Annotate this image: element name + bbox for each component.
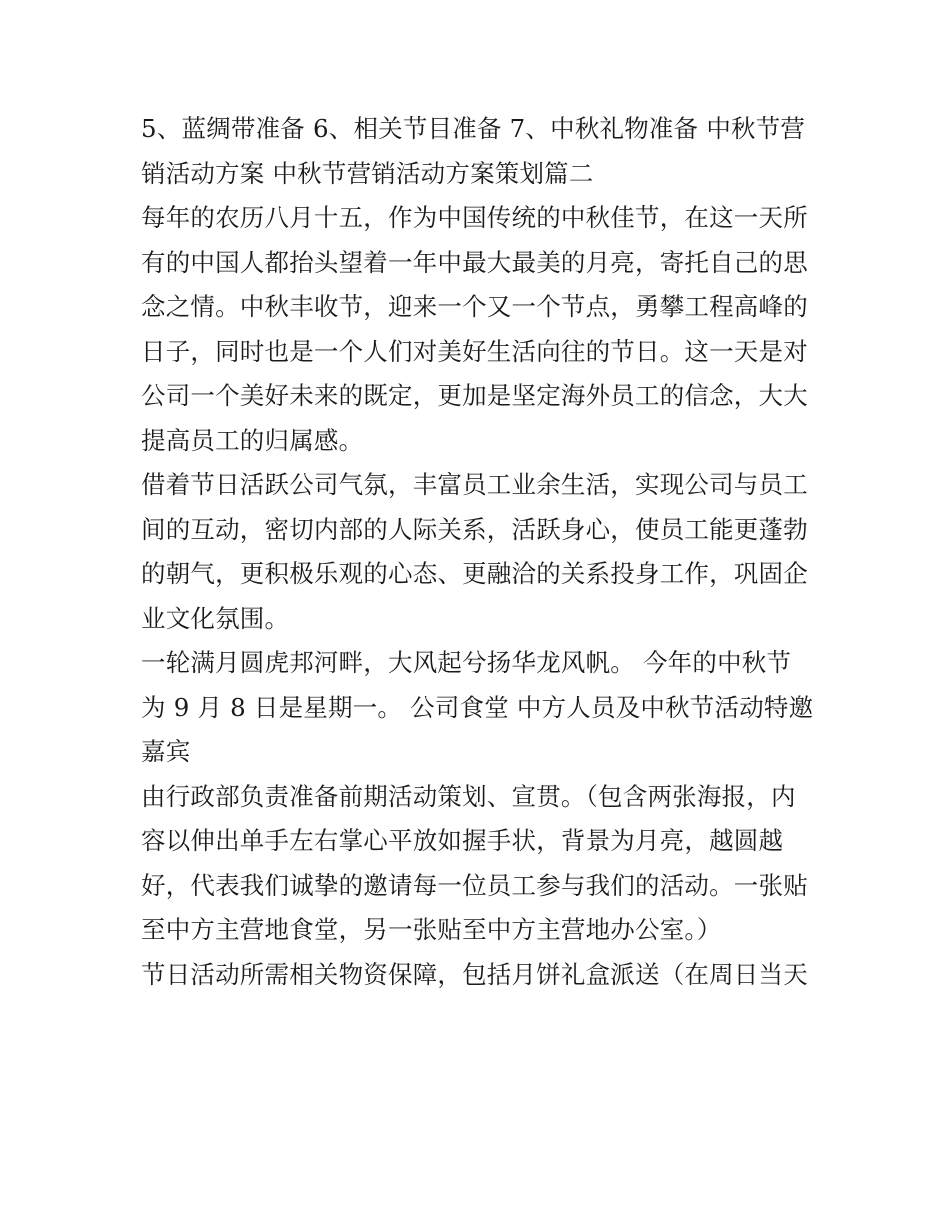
text-line: 借着节日活跃公司气氛，丰富员工业余生活，实现公司与员工 [141, 470, 808, 499]
text-line: 有的中国人都抬头望着一年中最大最美的月亮，寄托自己的思 [141, 247, 808, 277]
text-line: 嘉宾 [141, 737, 191, 766]
text-line: 的朝气，更积极乐观的心态、更融洽的关系投身工作，巩固企 [141, 559, 808, 588]
text-line: 间的互动，密切内部的人际关系，活跃身心，使员工能更蓬勃 [141, 514, 808, 544]
text-line: 念之情。中秋丰收节，迎来一个又一个节点，勇攀工程高峰的 [141, 292, 808, 321]
text-line: 好，代表我们诚挚的邀请每一位员工参与我们的活动。一张贴 [141, 870, 808, 900]
paragraph-purpose [141, 463, 811, 641]
text-line: 为 9 月 8 日是星期一。 公司食堂 中方人员及中秋节活动特邀 [141, 692, 814, 722]
paragraph-planning [141, 775, 811, 953]
text-line: 5、蓝绸带准备 6、相关节目准备 7、中秋礼物准备 中秋节营 [141, 114, 806, 143]
text-line: 公司一个美好未来的既定，更加是坚定海外员工的信念，大大 [141, 381, 808, 410]
text-line: 提高员工的归属感。 [141, 425, 364, 455]
text-line: 至中方主营地食堂，另一张贴至中方主营地办公室。） [141, 915, 722, 944]
paragraph-preparation-list [141, 107, 811, 196]
text-line: 由行政部负责准备前期活动策划、宣贯。（包含两张海报，内 [141, 781, 796, 811]
text-line: 一轮满月圆虎邦河畔，大风起兮扬华龙风帆。 今年的中秋节 [141, 648, 792, 677]
paragraph-supplies [141, 953, 811, 998]
text-line: 日子，同时也是一个人们对美好生活向往的节日。这一天是对 [141, 336, 808, 366]
text-line: 业文化氛围。 [141, 603, 290, 633]
text-line: 节日活动所需相关物资保障，包括月饼礼盒派送（在周日当天 [141, 959, 808, 989]
text-line: 每年的农历八月十五，作为中国传统的中秋佳节，在这一天所 [141, 203, 808, 232]
document-body [141, 107, 814, 997]
paragraph-theme-time-venue [141, 641, 814, 775]
text-line: 销活动方案 中秋节营销活动方案策划篇二 [141, 158, 594, 188]
text-line: 容以伸出单手左右掌心平放如握手状，背景为月亮，越圆越 [141, 826, 784, 855]
paragraph-background [141, 196, 811, 463]
